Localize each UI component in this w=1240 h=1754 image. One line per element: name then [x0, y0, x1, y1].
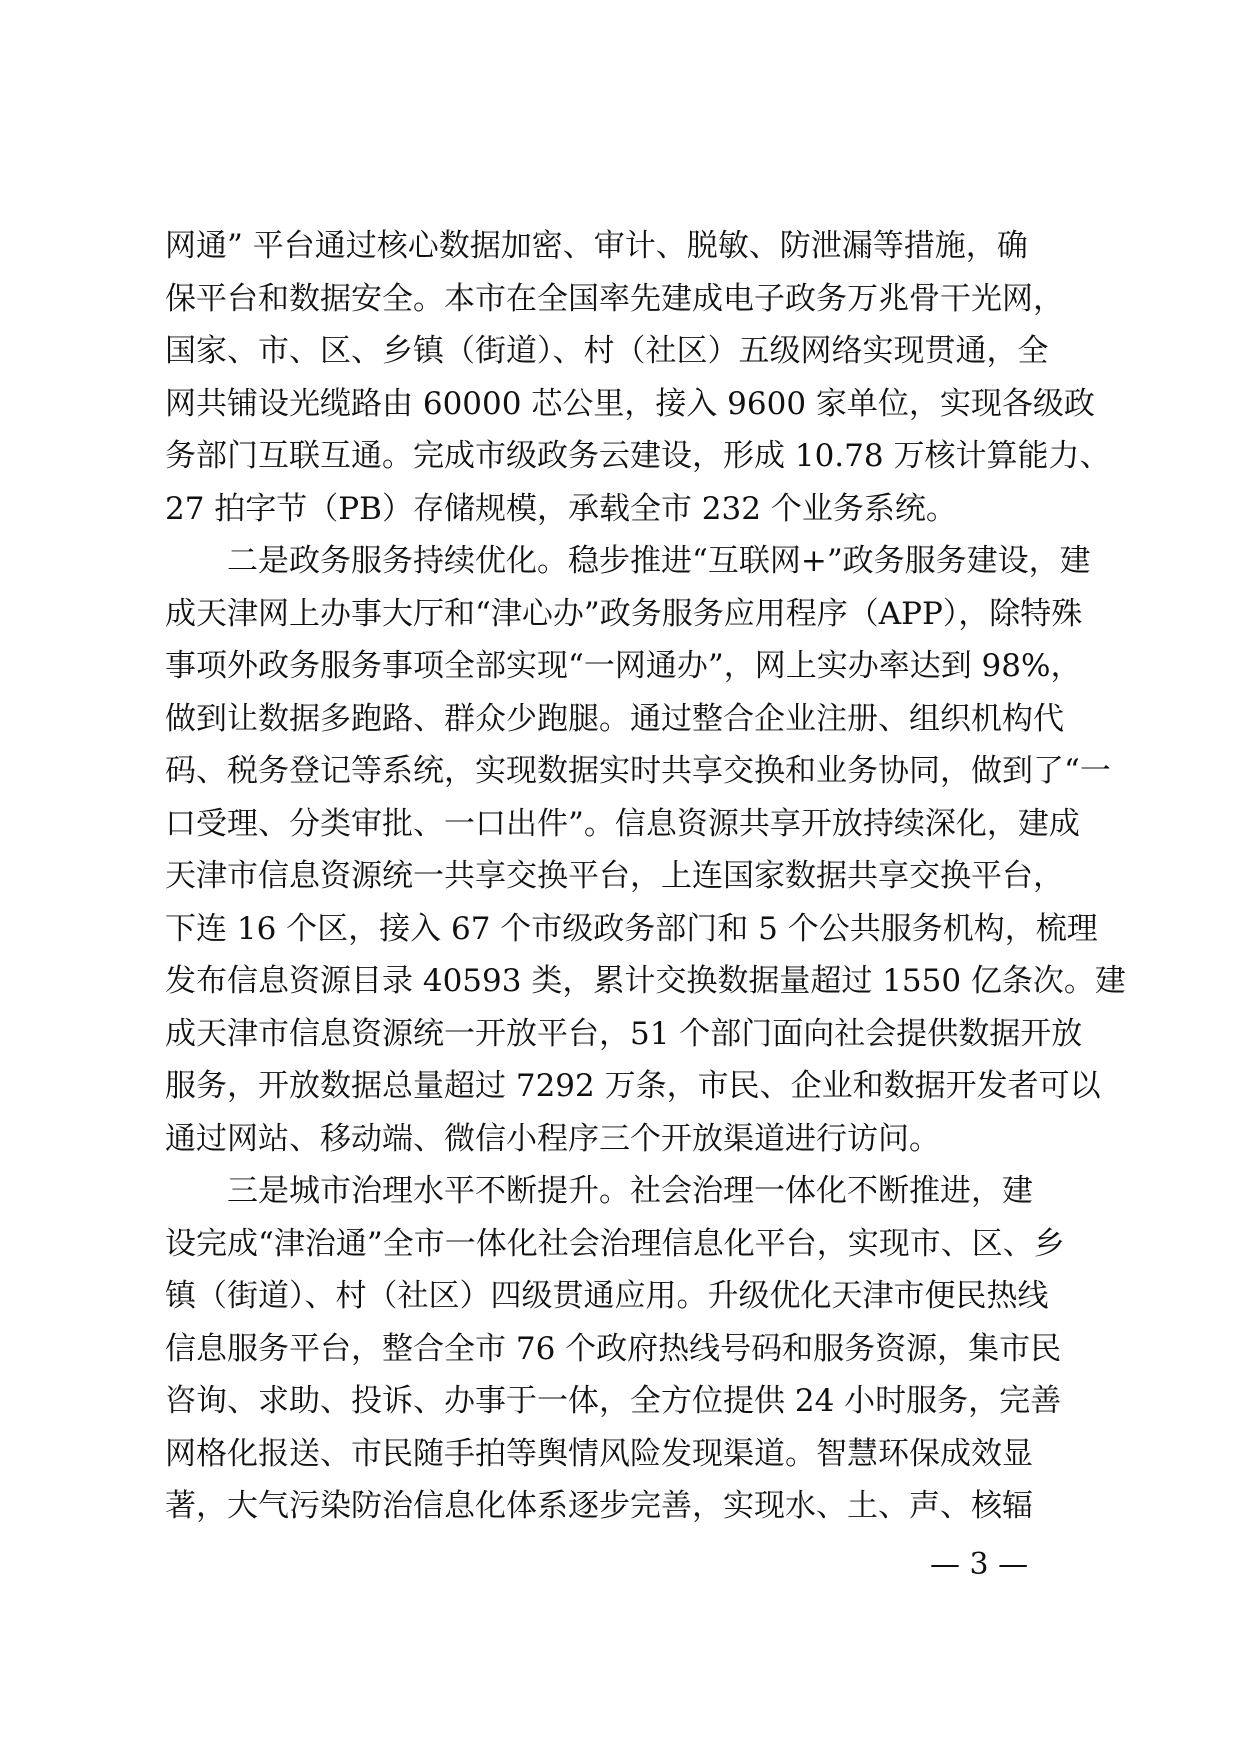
text-line: 事项外政务服务事项全部实现“一网通办”，网上实办率达到 98%，: [165, 648, 1082, 684]
text-line: 发布信息资源目录 40593 类，累计交换数据量超过 1550 亿条次。建: [165, 963, 1126, 999]
text-line: 三是城市治理水平不断提升。社会治理一体化不断推进，建: [165, 1173, 1033, 1209]
text-line: 网通” 平台通过核心数据加密、审计、脱敏、防泄漏等措施，确: [165, 228, 1028, 264]
text-line: 咨询、求助、投诉、办事于一体，全方位提供 24 小时服务，完善: [165, 1383, 1062, 1419]
text-line: 务部门互联互通。完成市级政务云建设，形成 10.78 万核计算能力、: [165, 438, 1111, 474]
text-line: 信息服务平台，整合全市 76 个政府热线号码和服务资源，集市民: [165, 1330, 1062, 1367]
text-line: 成天津网上办事大厅和“津心办”政务服务应用程序（APP），除特殊: [165, 595, 1083, 632]
text-line: 网格化报送、市民随手拍等舆情风险发现渠道。智慧环保成效显: [165, 1435, 1033, 1472]
text-line: 网共铺设光缆路由 60000 芯公里，接入 9600 家单位，实现各级政: [165, 385, 1095, 422]
text-line: 码、税务登记等系统，实现数据实时共享交换和业务协同，做到了“一: [165, 753, 1111, 789]
text-line: 镇（街道）、村（社区）四级贯通应用。升级优化天津市便民热线: [165, 1278, 1049, 1314]
text-line: 通过网站、移动端、微信小程序三个开放渠道进行访问。: [165, 1120, 940, 1157]
text-line: 服务，开放数据总量超过 7292 万条，市民、企业和数据开发者可以: [165, 1068, 1101, 1104]
text-line: 27 拍字节（PB）存储规模，承载全市 232 个业务系统。: [165, 490, 957, 527]
text-line: 二是政务服务持续优化。稳步推进“互联网+”政务服务建设，建: [165, 543, 1091, 579]
text-line: 著，大气污染防治信息化体系逐步完善，实现水、土、声、核辐: [165, 1488, 1033, 1524]
page-number: — 3 —: [930, 1547, 1029, 1582]
text-line: 保平台和数据安全。本市在全国率先建成电子政务万兆骨干光网，: [165, 280, 1064, 317]
text-line: 做到让数据多跑路、群众少跑腿。通过整合企业注册、组织机构代: [165, 700, 1064, 737]
text-line: 国家、市、区、乡镇（街道）、村（社区）五级网络实现贯通，全: [165, 333, 1049, 369]
text-line: 口受理、分类审批、一口出件”。信息资源共享开放持续深化，建成: [165, 805, 1080, 842]
body-text: [165, 220, 1126, 1533]
text-line: 下连 16 个区，接入 67 个市级政务部门和 5 个公共服务机构，梳理: [165, 910, 1098, 947]
text-line: 成天津市信息资源统一开放平台，51 个部门面向社会提供数据开放: [165, 1015, 1083, 1052]
text-line: 设完成“津治通”全市一体化社会治理信息化平台，实现市、区、乡: [165, 1225, 1065, 1262]
text-line: 天津市信息资源统一共享交换平台，上连国家数据共享交换平台，: [165, 858, 1064, 894]
